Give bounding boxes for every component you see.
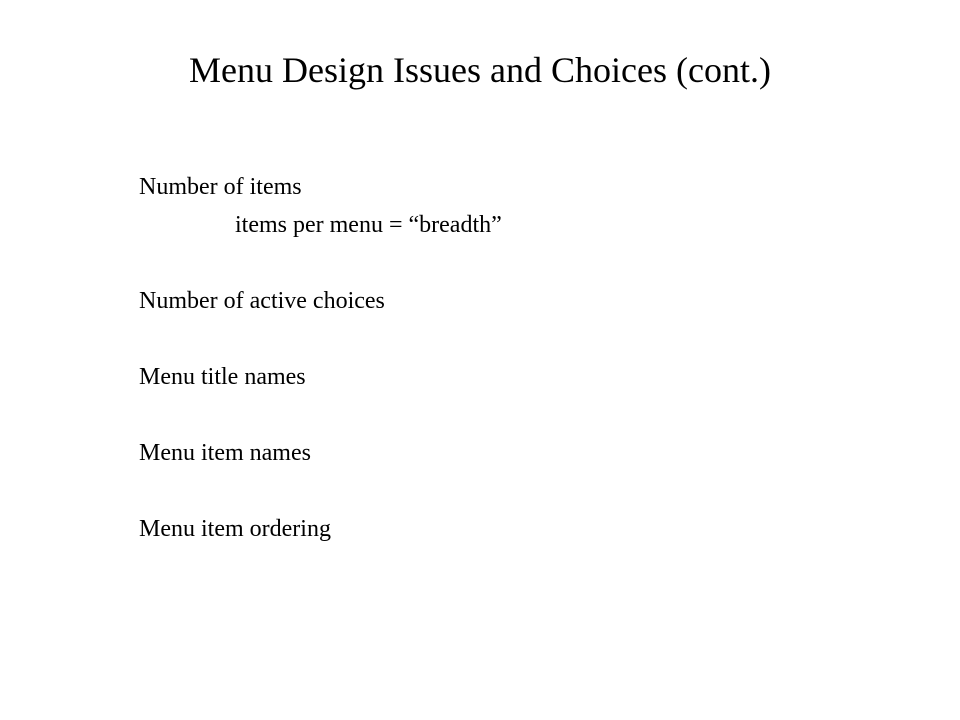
sub-bullet-breadth: items per menu = “breadth” (235, 212, 502, 238)
spacer (139, 472, 899, 510)
bullet-menu-item-names: Menu item names (139, 440, 311, 466)
spacer (139, 320, 899, 358)
bullet-menu-title-names: Menu title names (139, 364, 306, 390)
bullet-menu-item-ordering: Menu item ordering (139, 516, 331, 542)
bullet-number-of-items: Number of items (139, 174, 302, 200)
bullet-active-choices: Number of active choices (139, 288, 385, 314)
spacer (139, 396, 899, 434)
slide-body (139, 168, 899, 548)
slide-title: Menu Design Issues and Choices (cont.) (189, 50, 771, 90)
spacer (139, 244, 899, 282)
